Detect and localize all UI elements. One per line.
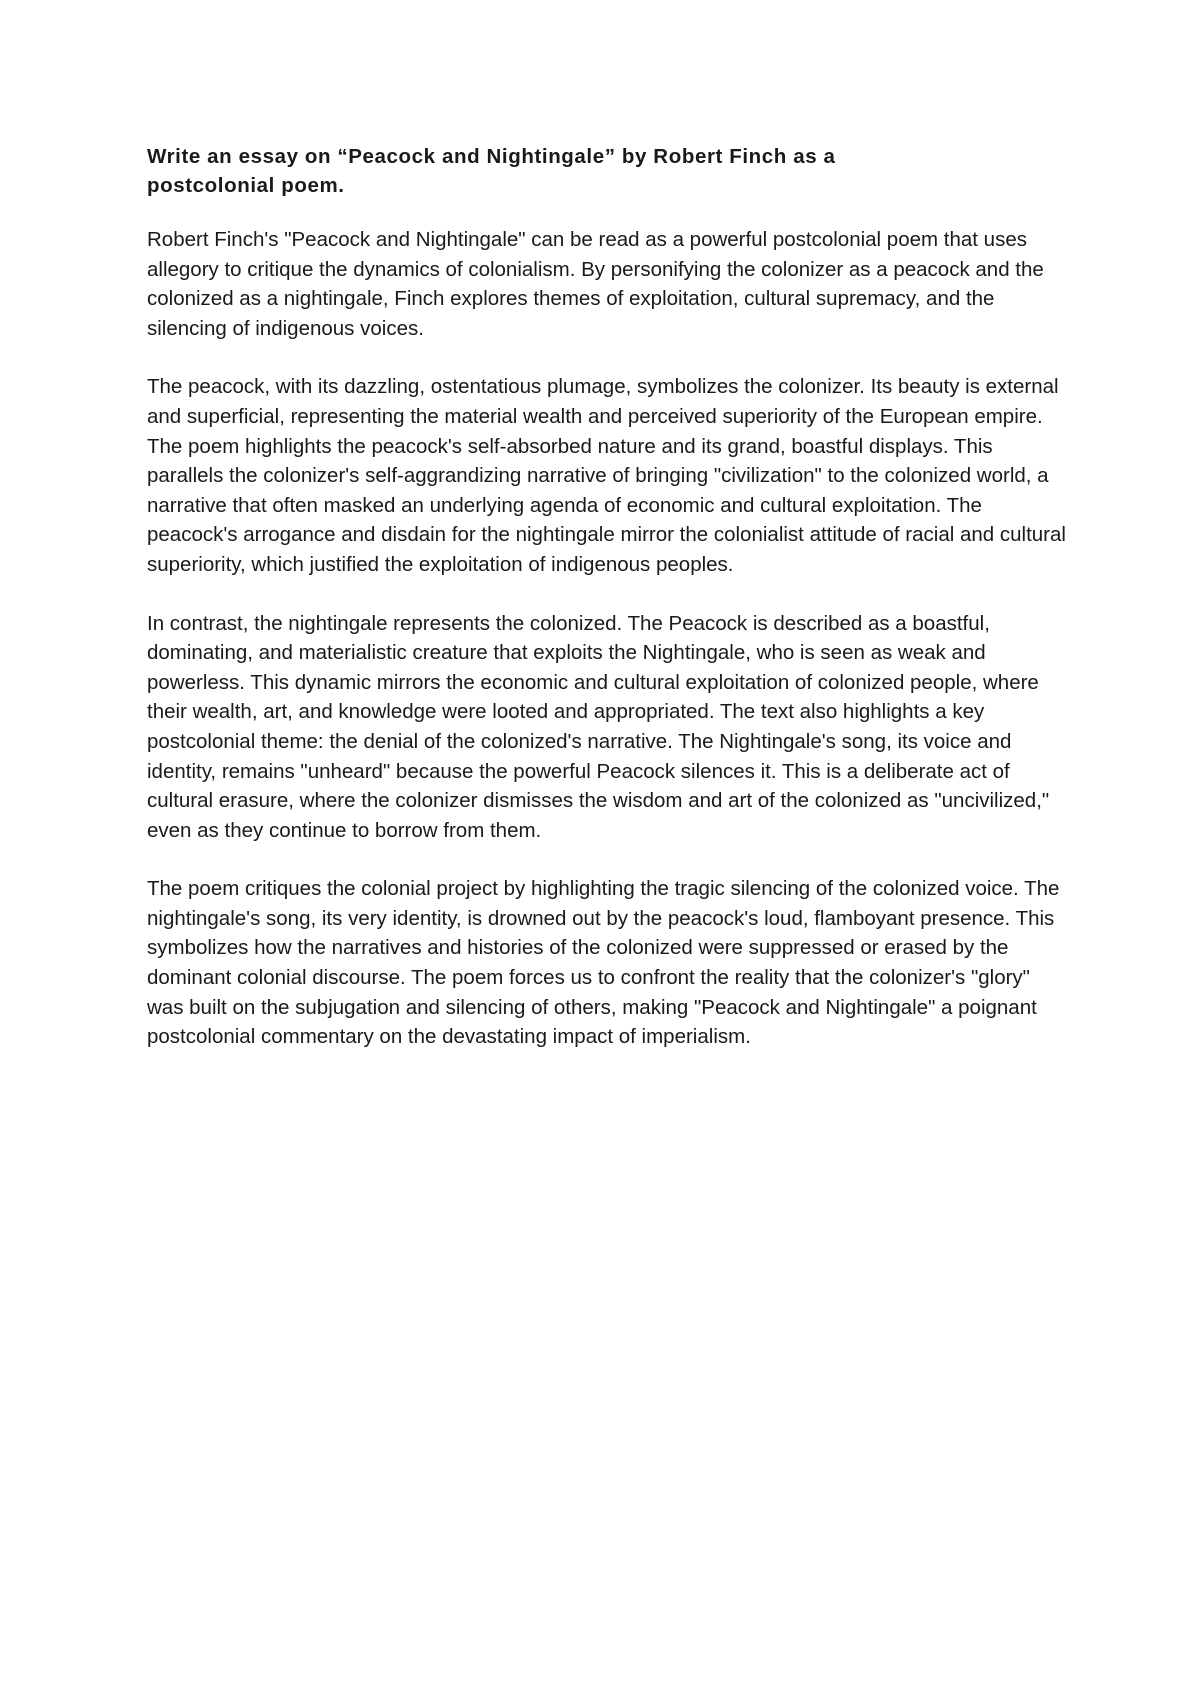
- paragraph-introduction: Robert Finch's "Peacock and Nightingale" can be read as a powerful postcolonial poem that uses allegory to critique the dynamics of colonialism. By personifying the colonizer as a peacock and the colonized as a nightingale, Finch explores themes of exploitation, cultural supremacy, and the silencing of indigenous voices.: [147, 228, 1044, 340]
- essay-question-title: Write an essay on “Peacock and Nightingale” by Robert Finch as a postcolonial poem.: [147, 145, 836, 197]
- paragraph-conclusion: The poem critiques the colonial project by highlighting the tragic silencing of the colonized voice. The nightingale's song, its very identity, is drowned out by the peacock's loud, flamboyant presence. This symbolizes how the narratives and histories of the colonized were suppressed or erased by the dominant colonial discourse. The poem forces us to confront the reality that the colonizer's "glory" was built on the subjugation and silencing of others, making "Peacock and Nightingale" a poignant postcolonial commentary on the devastating impact of imperialism.: [147, 877, 1060, 1049]
- document-body: [147, 142, 1067, 1052]
- paragraph-nightingale: In contrast, the nightingale represents the colonized. The Peacock is described as a boastful, dominating, and materialistic creature that exploits the Nightingale, who is seen as weak and powerless. This dynamic mirrors the economic and cultural exploitation of colonized people, where their wealth, art, and knowledge were looted and appropriated. The text also highlights a key postcolonial theme: the denial of the colonized's narrative. The Nightingale's song, its voice and identity, remains "unheard" because the powerful Peacock silences it. This is a deliberate act of cultural erasure, where the colonizer dismisses the wisdom and art of the colonized as "uncivilized," even as they continue to borrow from them.: [147, 611, 1050, 842]
- paragraph-peacock: The peacock, with its dazzling, ostentatious plumage, symbolizes the colonizer. Its beauty is external and superficial, representing the material wealth and perceived superiority of the European empire. The poem highlights the peacock's self-absorbed nature and its grand, boastful displays. This parallels the colonizer's self-aggrandizing narrative of bringing "civilization" to the colonized world, a narrative that often masked an underlying agenda of economic and cultural exploitation. The peacock's arrogance and disdain for the nightingale mirror the colonialist attitude of racial and cultural superiority, which justified the exploitation of indigenous peoples.: [147, 375, 1066, 576]
